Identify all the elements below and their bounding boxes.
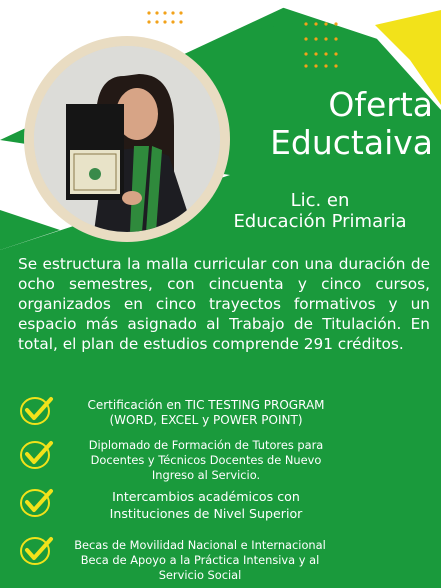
list-item [20, 438, 440, 488]
check-icon [20, 536, 54, 566]
item-text: Certificación en TIC TESTING PROGRAM (WORD, EXCEL y POWER POINT) [87, 398, 325, 427]
subtitle-line-2: Educación Primaria [233, 211, 407, 232]
subtitle-line-1: Lic. en [290, 190, 350, 211]
check-icon [20, 440, 54, 470]
title-line-1: Oferta [328, 85, 433, 124]
list-item [20, 536, 440, 588]
item-text: Becas de Movilidad Nacional e Internacional Beca de Apoyo a la Práctica Intensiva y al Servicio Social [74, 538, 326, 582]
page-title [228, 86, 433, 162]
title-line-2: Eductaiva [270, 123, 433, 162]
list-item [20, 488, 440, 528]
graduate-photo [34, 46, 220, 232]
check-icon [20, 396, 54, 426]
check-icon [20, 488, 54, 518]
dot-pattern-top [146, 10, 184, 28]
item-text: Intercambios académicos con Instituciones de Nivel Superior [109, 489, 303, 521]
program-name [210, 190, 430, 232]
dot-pattern-right [303, 20, 343, 70]
list-item [20, 396, 440, 430]
program-description: Se estructura la malla curricular con una duración de ocho semestres, con cincuenta y cinco cursos, organizados en cinco trayectos formativos y un espacio más asignado al Trabajo de Titulación. En total, el plan de estudios comprende 291 créditos. [18, 255, 430, 353]
item-text: Diplomado de Formación de Tutores para Docentes y Técnicos Docentes de Nuevo Ingreso al Servicio. [88, 438, 324, 482]
